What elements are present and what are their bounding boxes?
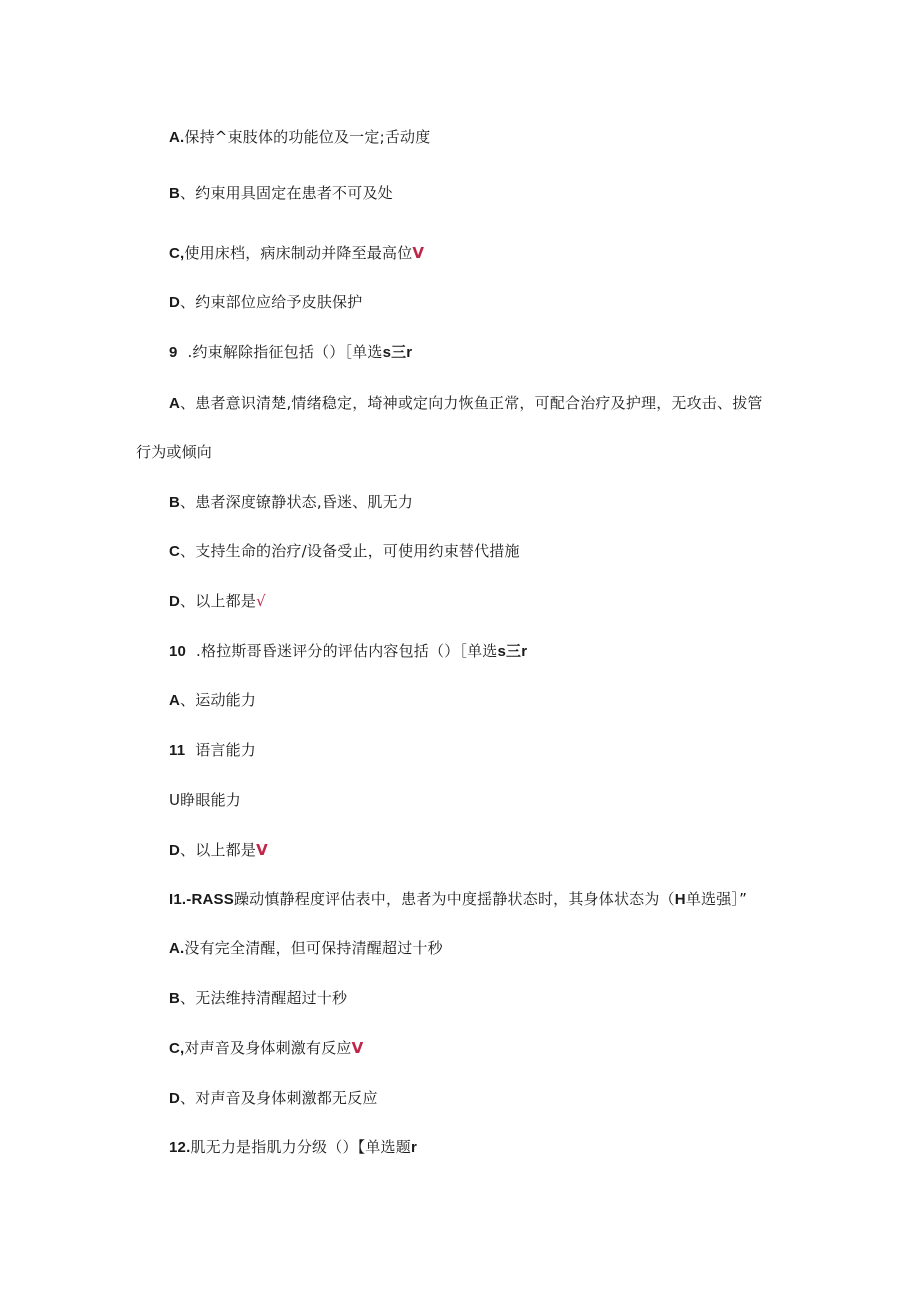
option-label: D [169,294,181,311]
question-number: I1.-RASS [169,891,234,908]
option-b-cannot-stay-awake [169,988,347,1009]
option-text: 没有完全清醒，但可保持清醒超过十秒 [184,939,443,957]
option-text: 语言能力 [185,741,257,759]
option-c-bed-rail [169,243,424,264]
option-label: D [169,842,181,859]
question-text: .约束解除指征包括（）［单选 [177,343,383,361]
question-text: 躁动慎静程度评估表中，患者为中度揺静状态时，其身体状态为（ [233,890,675,908]
option-verbal [169,740,256,761]
option-text: 、对声音及身体刺激都无反应 [180,1089,378,1107]
check-mark-icon: V [351,1039,364,1057]
option-eye-opening [169,790,241,810]
option-b-restraint-fixed [169,183,393,204]
option-d-no-response [169,1088,378,1109]
option-text: 、无法维持清醒超过十秒 [180,989,348,1007]
question-number: 9 [169,344,178,361]
option-label: D [169,593,181,610]
question-12 [169,1137,417,1158]
option-text: 使用床档，病床制动并降至最高位 [184,244,413,262]
option-a-not-fully-awake [169,938,443,959]
option-a-restraint-position [169,127,430,148]
option-text: 、支持生命的治疗/设备受止，可使用约束替代措施 [180,542,520,560]
question-type-tag: s三r [497,643,528,660]
option-text: 、患者意识清楚,情绪稳定，埼神或定向力恢鱼正常，可配合治疗及护理，无攻击、拔管 [180,394,763,412]
option-text: 、以上都是 [180,592,257,610]
option-a-continuation [136,442,212,462]
option-label: C, [169,1040,185,1057]
question-type-tag: H [674,891,686,908]
option-text: U睁眼能力 [169,791,241,809]
question-text: 肌无力是指肌力分级（）【单选题 [190,1138,411,1156]
question-type-tail: 单选强］” [685,890,748,908]
option-text: 、以上都是 [180,841,257,859]
option-text: 、患者深度镣静状态,昏迷、肌无力 [180,493,414,511]
option-label: B [169,185,181,202]
option-a-release-criteria [169,393,763,414]
option-label: A [169,692,181,709]
option-a-motor [169,690,256,711]
option-label: C [169,543,181,560]
question-text: .格拉斯哥昏迷评分的评估内容包括（）［单选 [186,642,498,660]
check-mark-icon: V [256,841,268,859]
option-label: A. [169,129,185,146]
option-label: 11 [169,742,186,759]
option-label: D [169,1090,181,1107]
option-text: 、约束部位应给予皮肤保护 [180,293,363,311]
option-d-all-above-2 [169,840,268,861]
option-c-responds-to-stimulus [169,1038,363,1059]
option-label: A. [169,940,185,957]
option-d-skin-protection [169,292,362,313]
option-text: 行为或倾向 [136,443,213,461]
question-11-rass [169,889,747,910]
option-label: C, [169,245,185,262]
option-text: 保持^束肢体的功能位及一定;舌动度 [184,128,431,146]
option-text: 对声音及身体刺激有反应 [184,1039,352,1057]
option-label: B [169,990,181,1007]
option-label: B [169,494,181,511]
option-b-deep-sedation [169,492,413,513]
option-text: 、约束用具固定在患者不可及处 [180,184,393,202]
check-mark-icon: V [412,244,425,262]
question-10 [169,641,527,662]
option-text: 、运动能力 [180,691,257,709]
option-c-life-support [169,541,520,562]
question-number: 12. [169,1139,191,1156]
question-9 [169,342,412,363]
question-type-tag: r [410,1139,418,1156]
question-type-tag: s三r [382,344,413,361]
check-mark-icon: √ [256,592,266,610]
question-number: 10 [169,643,187,660]
option-d-all-above [169,591,266,612]
option-label: A [169,395,181,412]
